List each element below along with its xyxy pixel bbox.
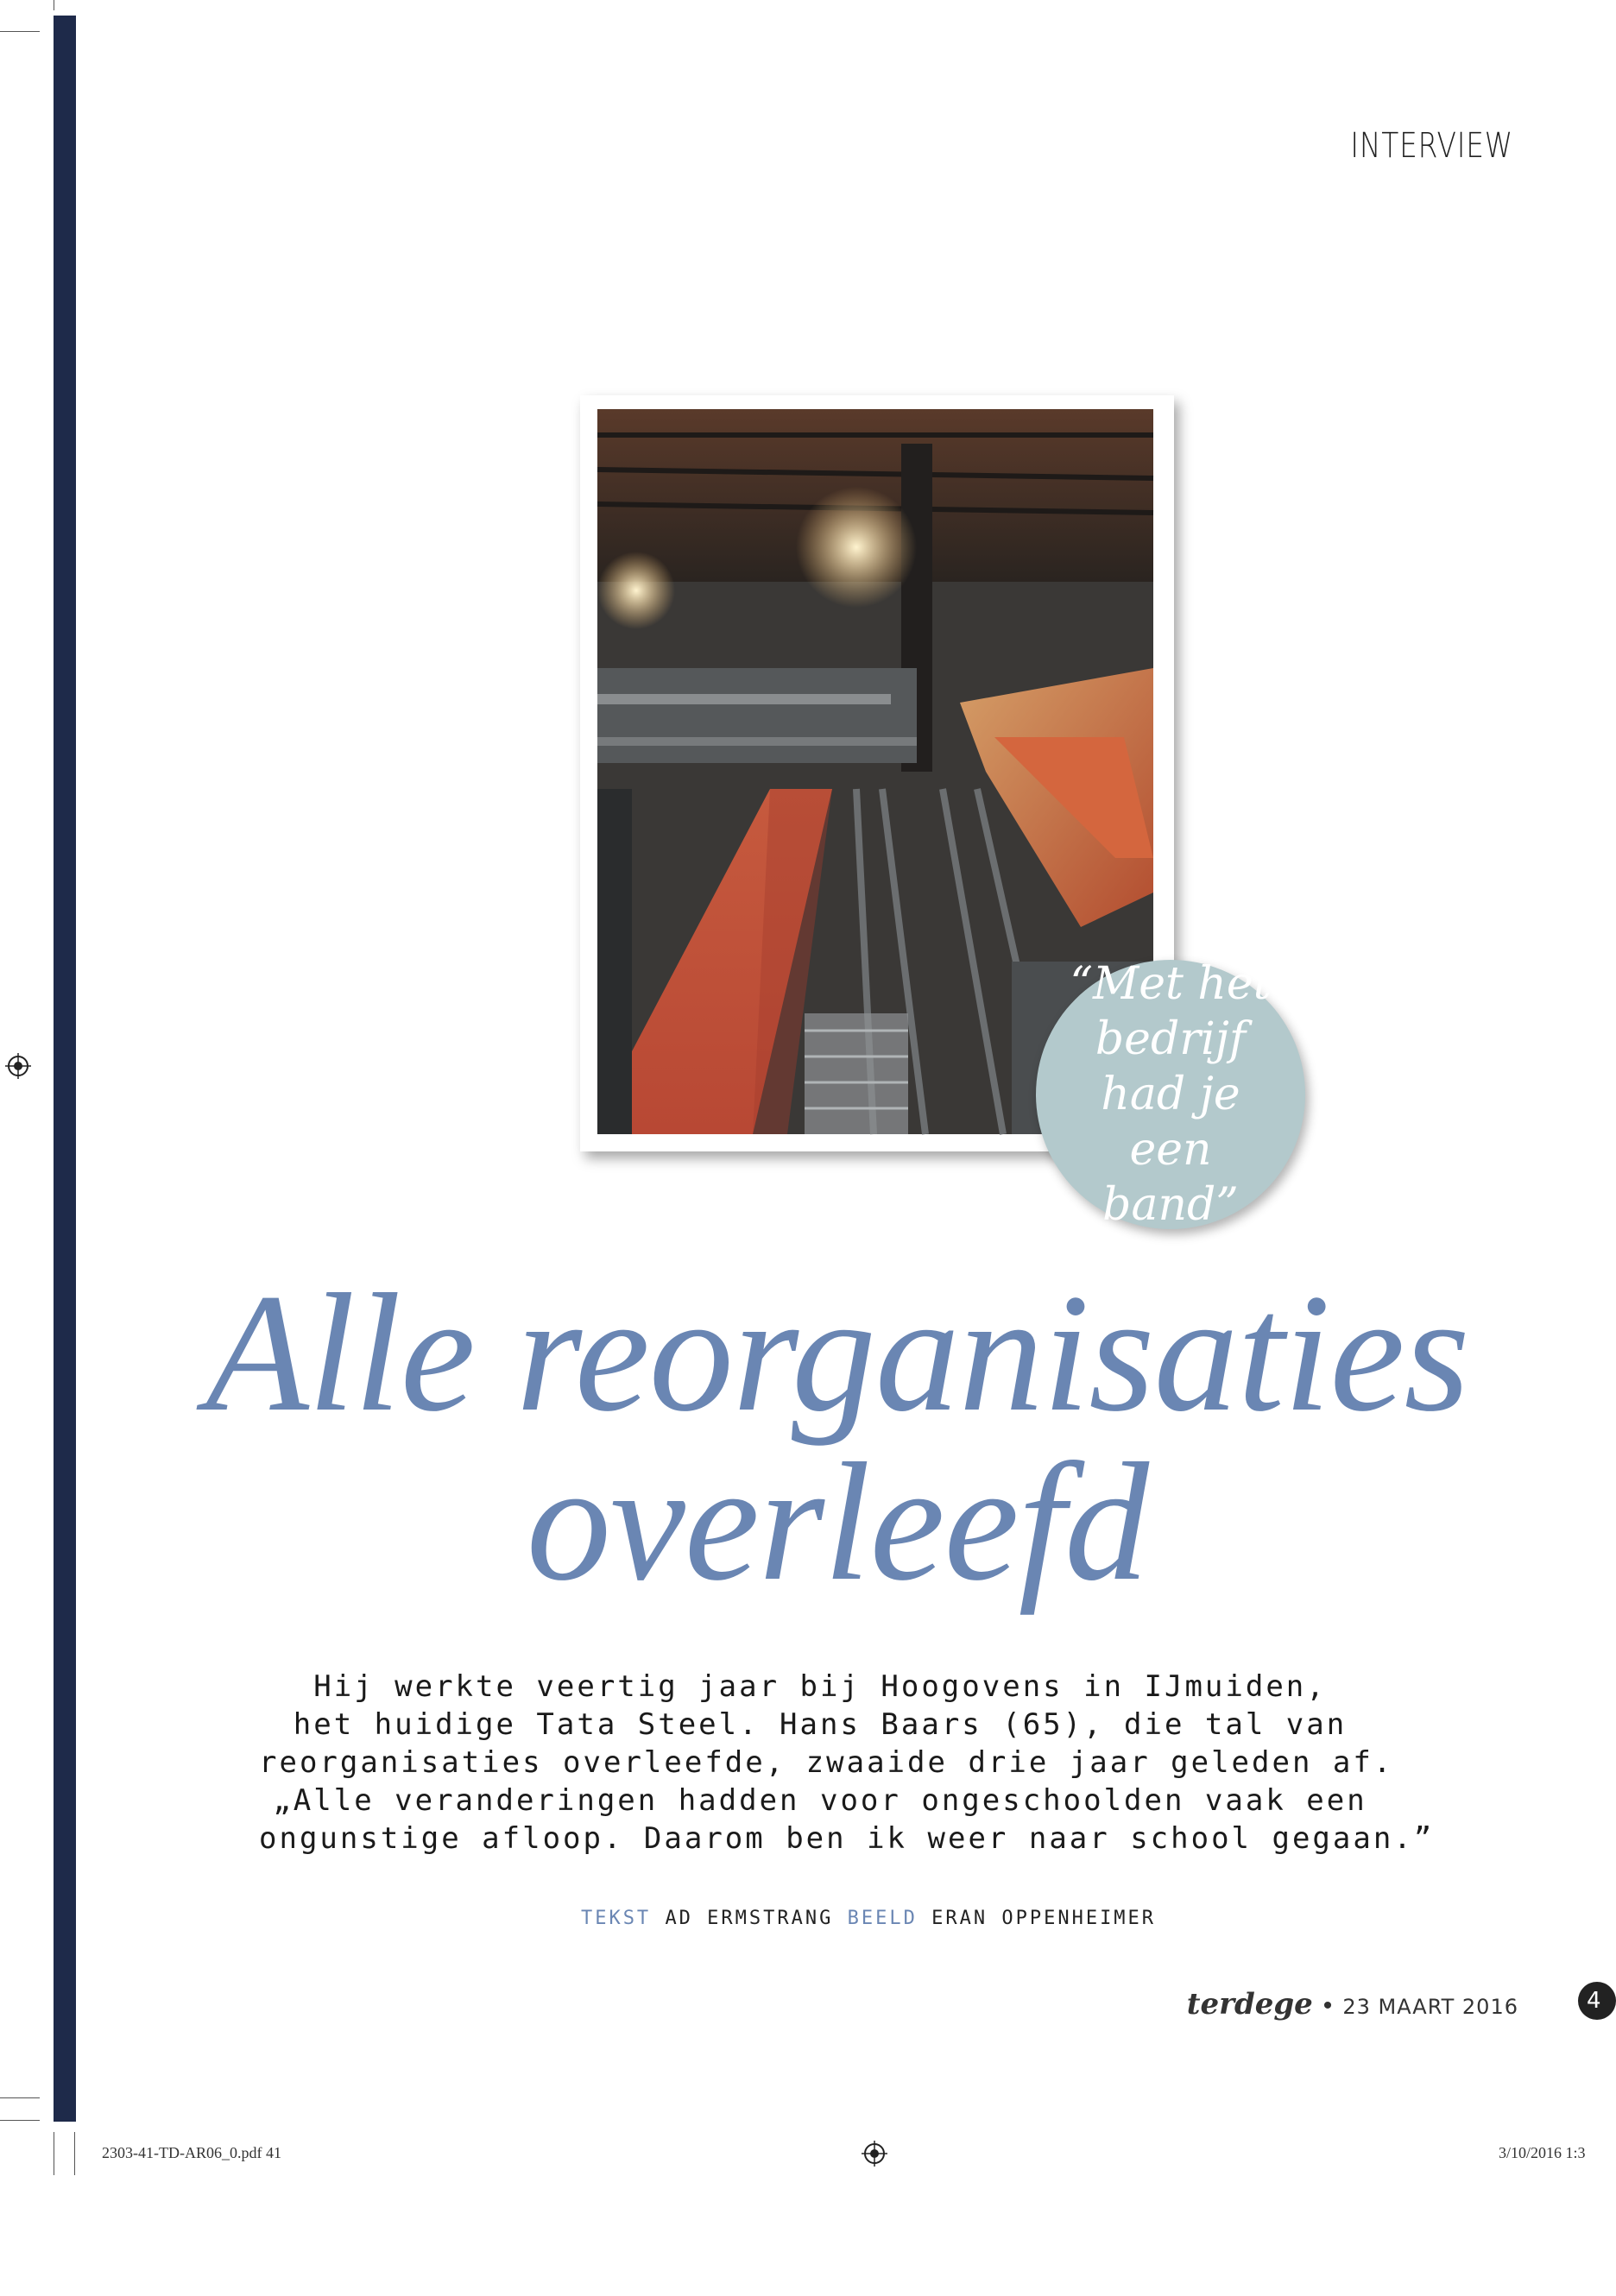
footer-brand xyxy=(1187,1987,1518,2022)
registration-mark-icon xyxy=(5,1053,31,1079)
registration-mark-icon xyxy=(862,2141,887,2167)
article-headline xyxy=(173,1259,1502,1616)
issue-date: 23 MAART 2016 xyxy=(1342,1995,1518,2019)
article-intro xyxy=(259,1668,1435,1858)
article-credits xyxy=(345,1908,1392,1929)
print-slug-file: 2303-41-TD-AR06_0.pdf 41 xyxy=(102,2144,281,2161)
credit-image-author: ERAN OPPENHEIMER xyxy=(931,1908,1157,1929)
crop-mark xyxy=(0,2097,40,2098)
credit-text-label: TEKST xyxy=(580,1908,652,1929)
print-slug-timestamp: 3/10/2016 1:3 xyxy=(1499,2144,1586,2161)
intro-line: ongunstige afloop. Daarom ben ik weer naar school gegaan.” xyxy=(259,1821,1435,1856)
intro-line: reorganisaties overleefde, zwaaide drie jaar geleden af. xyxy=(259,1745,1394,1780)
credit-image-label: BEELD xyxy=(847,1908,918,1929)
headline-line-1: Alle reorganisaties xyxy=(205,1259,1469,1447)
credit-text-author: AD ERMSTRANG xyxy=(665,1908,834,1929)
page-sidebar-bar xyxy=(54,16,76,2122)
pull-quote-text: “Met het bedrijf had je een band” xyxy=(1070,958,1272,1231)
crop-mark xyxy=(74,2132,75,2175)
magazine-logo: terdege xyxy=(1186,1987,1313,2022)
intro-line: het huidige Tata Steel. Hans Baars (65), die tal van xyxy=(293,1707,1348,1742)
intro-line: Hij werkte veertig jaar bij Hoogovens in IJmuiden, xyxy=(313,1669,1327,1704)
crop-mark xyxy=(0,2120,40,2121)
intro-line: „Alle veranderingen hadden voor ongeschoolden vaak een xyxy=(273,1783,1367,1818)
footer-separator: • xyxy=(1322,1991,1333,2020)
section-label: INTERVIEW xyxy=(1350,126,1513,166)
headline-line-2: overleefd xyxy=(526,1429,1149,1616)
pull-quote-bubble xyxy=(1036,960,1305,1229)
page-number: 4 xyxy=(1578,1982,1616,2020)
crop-mark xyxy=(0,31,40,32)
